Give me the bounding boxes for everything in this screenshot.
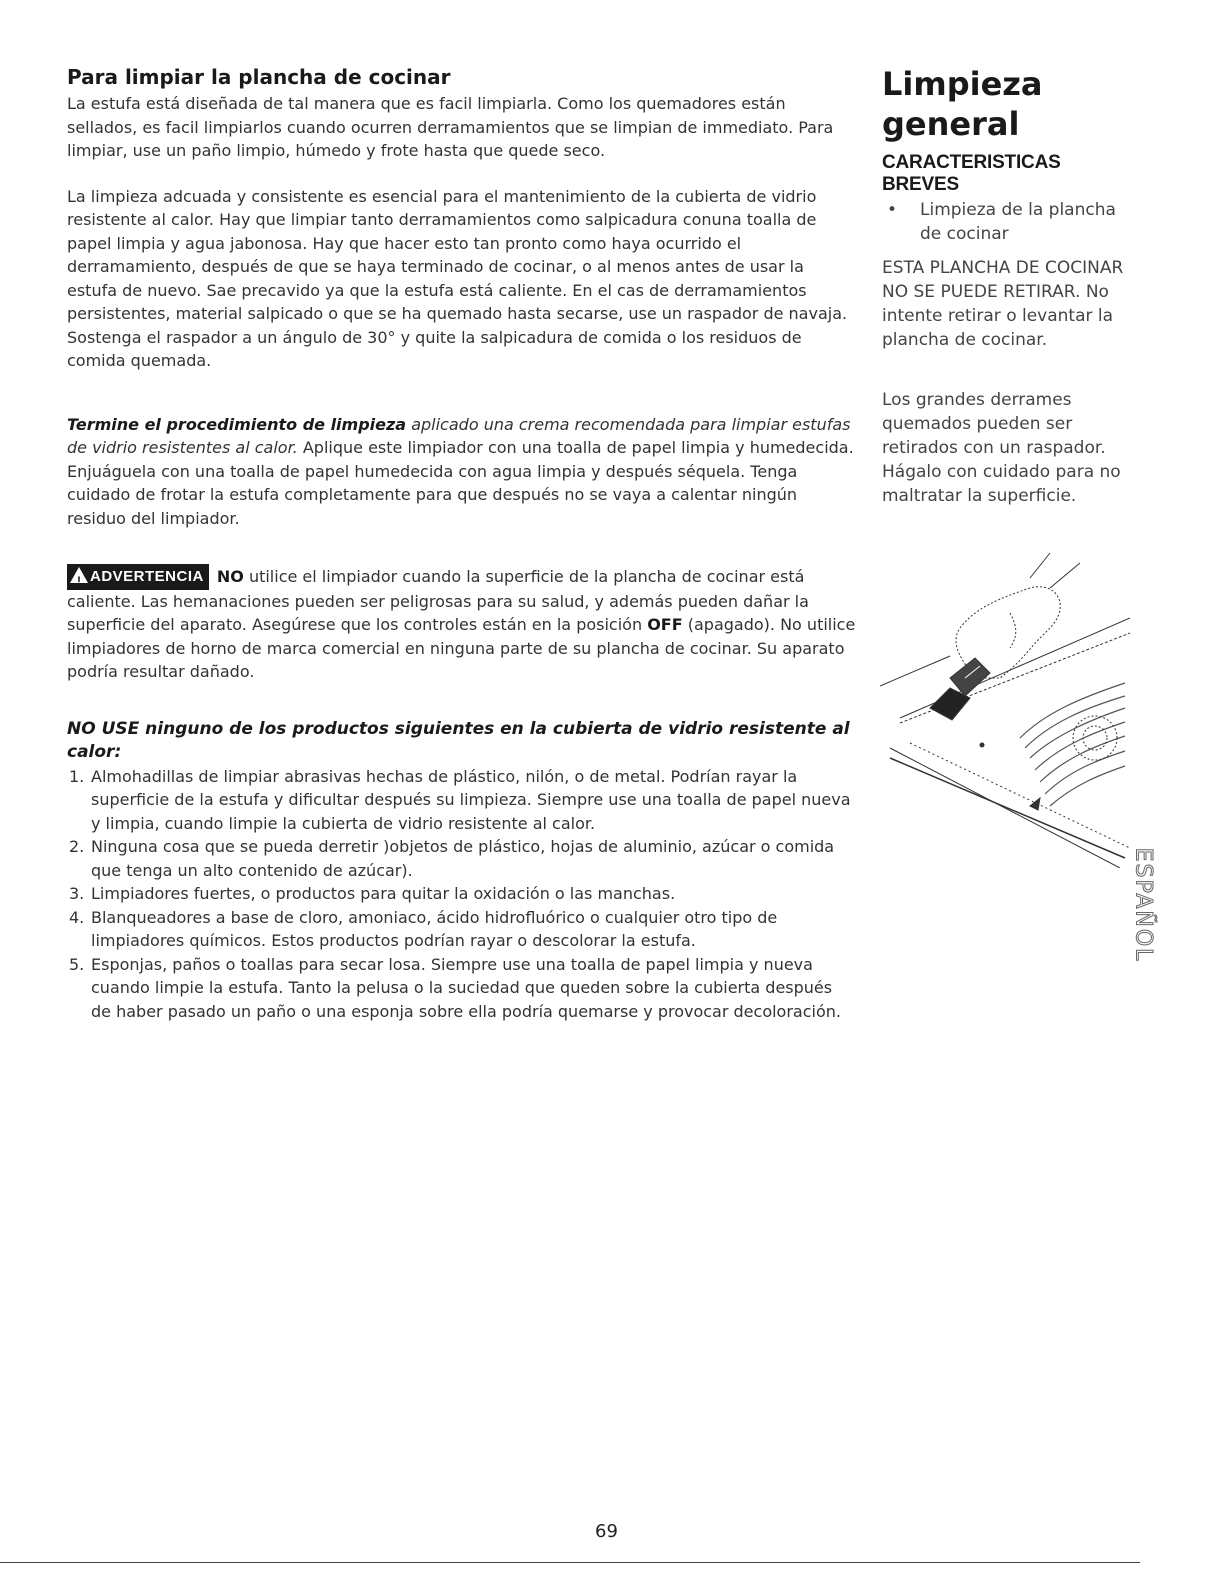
sidebar-subtitle: CARACTERISTICAS BREVES [882,152,1061,195]
sidebar-note: Los grandes derrames quemados pueden ser retirados con un raspador. Hágalo con cuidado para no maltratar la superficie. [882,390,1121,506]
warning-badge-label: ADVERTENCIA [90,568,204,585]
list-item: 3. Limpiadores fuertes, o productos para quitar la oxidación o las manchas. [69,884,676,903]
list-heading: NO USE ninguno de los productos siguientes en la cubierta de vidrio resistente al calor: [67,718,850,762]
bottom-divider [0,1562,1140,1563]
scraper-cleaning-illustration [880,548,1130,868]
products-list [67,765,857,1024]
warning-no: NO [216,567,244,586]
section-title: Para limpiar la plancha de cocinar [67,65,451,89]
warning-triangle-icon: ! [70,567,88,583]
finish-procedure-text: Aplique este limpiador con una toalla de papel limpia y humedecida. Enjuáguela con una toalla de papel humedecida con agua limpia y después séquela. Tenga cuidado de frotar la estufa completamente para que después no se vaya a calentar ningún residuo del limpiador. [67,438,854,528]
warning-text-2: (apagado). No utilice limpiadores de horno de marca comercial en ninguna parte de su plancha de cocinar. Su aparato podría resultar dañado. [67,615,856,681]
warning-off: OFF [647,615,683,634]
list-item: 1. Almohadillas de limpiar abrasivas hechas de plástico, nilón, o de metal. Podrían rayar la superficie de la estufa y dificultar después su limpieza. Siempre use una toalla de papel nueva y limpia, cuando limpie la cubierta de vidrio resistente al calor. [69,766,851,833]
finish-procedure-heading: Termine el procedimiento de limpieza [67,414,407,434]
finish-procedure-italic: aplicado una crema recomendada para limpiar estufas de vidrio resistentes al calor. [67,414,851,457]
warning-badge [67,564,209,590]
sidebar-title: Limpieza general [882,65,1043,143]
list-item: 5. Esponjas, paños o toallas para secar losa. Siempre use una toalla de papel limpia y nueva cuando limpie la estufa. Tanto la pelusa o la suciedad que queden sobre la cubierta después de haber pasado un paño o una esponja sobre ella podría quemarse y provocar decoloración. [69,954,841,1021]
intro-paragraph: La estufa está diseñada de tal manera que es facil limpiarla. Como los quemadores están sellados, es facil limpiarlos cuando ocurren derramamientos que se limpian de immediato. Para limpiar, use un paño limpio, húmedo y frote hasta que quede seco. [67,94,834,160]
sidebar-caution: ESTA PLANCHA DE COCINAR NO SE PUEDE RETIRAR. No intente retirar o levantar la plancha de cocinar. [882,258,1124,350]
language-tab [1128,840,1158,970]
bullet-icon: • [887,200,898,220]
cleaning-paragraph: La limpieza adcuada y consistente es esencial para el mantenimiento de la cubierta de vidrio resistente al calor. Hay que limpiar tanto derramamientos como salpicadura conuna toalla de papel limpia y agua jabonosa. Hay que hacer esto tan pronto como haya ocurrido el derramamiento, después de que se haya terminado de cocinar, o al menos antes de usar la estufa de nuevo. Sae precavido ya que la estufa está caliente. En el cas de derramamientos persistentes, material salpicado o que se ha quemado hasta secarse, use un raspador de navaja. Sostenga el raspador a un ángulo de 30° y quite la salpicadura de comida o los residuos de comida quemada. [67,186,848,370]
sidebar [882,64,1127,508]
language-label: ESPAÑOL [1130,847,1156,963]
main-column [67,64,857,1023]
page-number: 69 [595,1521,618,1542]
list-item: 4. Blanqueadores a base de cloro, amoniaco, ácido hidrofluórico o cualquier otro tipo de limpiadores químicos. Estos productos podrían rayar o descolorar la estufa. [69,907,778,950]
warning-paragraph [67,564,857,684]
list-item: 2. Ninguna cosa que se pueda derretir )objetos de plástico, hojas de aluminio, azúcar o comida que tenga un alto contenido de azúcar). [69,837,835,880]
finish-procedure-paragraph [67,413,857,531]
sidebar-bullet-item: • Limpieza de la plancha de cocinar [887,200,1116,244]
warning-text-1: utilice el limpiador cuando la superficie de la plancha de cocinar está caliente. Las hemanaciones pueden ser peligrosas para su salud, y además pueden dañar la superficie del aparato. Asegúrese que los controles están en la posición [67,567,809,634]
